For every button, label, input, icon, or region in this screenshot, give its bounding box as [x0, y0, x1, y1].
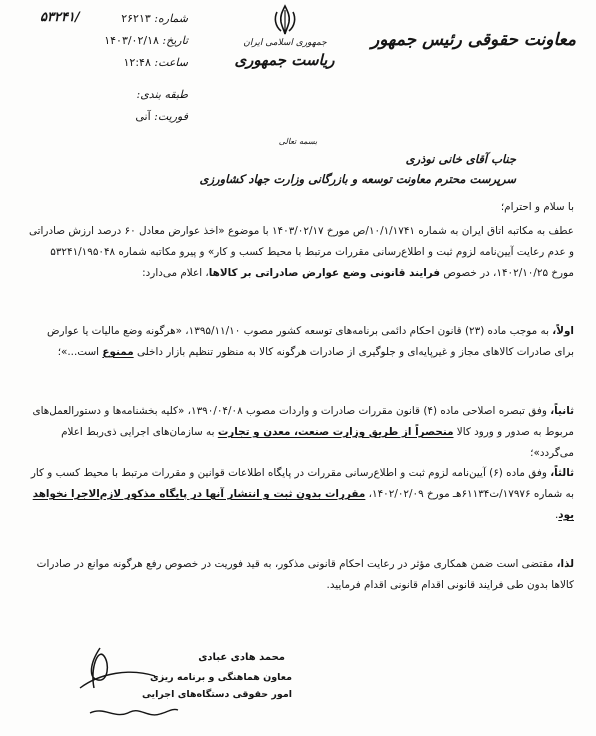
- intro-paragraph: [26, 221, 574, 284]
- paragraph-first-label: اولاً،: [552, 325, 574, 337]
- letter-registration-number: ۵۳۲۴۱/: [40, 10, 80, 25]
- meta-date-row: [96, 30, 188, 52]
- iran-label: جمهوری اسلامی ایران: [243, 38, 327, 48]
- conclusion-label: لذا،: [556, 558, 574, 570]
- meta-time-value: ۱۲:۴۸: [123, 56, 151, 69]
- conclusion-text: مقتضی است ضمن همکاری مؤثر در رعایت احکام قانونی مذکور، به قید فوریت در خصوص رفع هرگونه موانع در صادرات کالاها بدون طی فرایند قانونی اقدام قانونی اقدام فرمایید.: [36, 558, 574, 591]
- conclusion-paragraph: [26, 554, 574, 596]
- meta-block: [96, 8, 188, 128]
- addressee-name: جناب آقای خانی نوذری: [405, 152, 516, 166]
- meta-date-value: ۱۴۰۳/۰۲/۱۸: [104, 34, 159, 47]
- meta-class-row: [96, 84, 188, 106]
- signer-name: محمد هادی عبادی: [198, 652, 285, 663]
- meta-number-value: ۲۶۲۱۳: [121, 12, 151, 25]
- department-title: معاونت حقوقی رئیس جمهور: [371, 30, 576, 50]
- signer-title-2: امور حقوقی دستگاه‌های اجرایی: [141, 689, 292, 700]
- meta-urgency-value: آنی: [135, 110, 151, 123]
- intro-bold: فرایند قانونی وضع عوارض صادراتی بر کالاها: [208, 267, 441, 279]
- paragraph-first: [26, 321, 574, 363]
- meta-class-label: طبقه بندی:: [136, 88, 188, 101]
- meta-date-label: تاریخ:: [162, 34, 188, 47]
- meta-urgency-row: [96, 106, 188, 128]
- presidency-label: ریاست جمهوری: [234, 51, 335, 69]
- meta-urgency-label: فوریت:: [154, 110, 188, 123]
- paragraph-third: [26, 463, 574, 526]
- paragraph-third-text-2: .: [554, 509, 559, 521]
- paragraph-second: [26, 401, 574, 464]
- bismillah: بسمه تعالی: [278, 137, 318, 146]
- paragraph-second-label: ثانیاً،: [550, 405, 574, 417]
- greeting: با سلام و احترام؛: [500, 201, 574, 213]
- meta-time-row: [96, 52, 188, 74]
- paragraph-second-bold: منحصراً از طریق وزارت صنعت، معدن و تجارت: [217, 426, 454, 438]
- paragraph-third-label: ثالثاً،: [550, 467, 574, 479]
- paragraph-third-text-1: وفق ماده (۶) آیین‌نامه لزوم ثبت و اطلاع‌رسانی مقررات در پایگاه اطلاعات قوانین و مقررات مرتبط با محیط کسب و کار به شماره ۱۷۹۷۶/ت۶۱۱۳۴هـ مورخ ۱۴۰۲/۰۲/۰۹،: [30, 467, 574, 500]
- addressee-title: سرپرست محترم معاونت توسعه و بازرگانی وزارت جهاد کشاورزی: [199, 172, 516, 186]
- meta-number-row: [96, 8, 188, 30]
- intro-text-2: ، اعلام می‌دارد:: [142, 267, 209, 279]
- meta-time-label: ساعت:: [154, 56, 188, 69]
- iran-emblem-icon: [270, 4, 300, 36]
- paragraph-first-text-2: است...»؛: [57, 346, 103, 358]
- paragraph-first-text-1: به موجب ماده (۲۳) قانون احکام دائمی برنامه‌های توسعه کشور مصوب ۱۳۹۵/۱۱/۱۰، «هرگونه وضع مالیات یا عوارض برای صادرات کالاهای مجاز و غیرپایه‌ای و جلوگیری از صادرات هرگونه کالا به منظور تنظیم بازار داخلی: [46, 325, 574, 358]
- paragraph-second-text-2: به سازمان‌های اجرایی ذی‌ربط اعلام می‌گردد»؛: [61, 426, 574, 459]
- intro-text-1: عطف به مکاتبه اتاق ایران به شماره ۱۰/۱/۱۷۴۱/ص مورخ ۱۴۰۳/۰۲/۱۷ با موضوع «اخذ عوارض معادل ۶۰ درصد ارزش صادراتی و عدم رعایت آیین‌نامه لزوم ثبت و اطلاع‌رسانی مقررات مرتبط با محیط کسب و کار» و پیرو مکاتبه شماره ۵۳۲۴۱/۱۹۵۰۴۸ مورخ ۱۴۰۲/۱۰/۲۵، در خصوص: [28, 225, 574, 279]
- paragraph-first-bold: ممنوع: [102, 346, 134, 358]
- paragraph-second-text-1: وفق تبصره اصلاحی ماده (۴) قانون مقررات صادرات و واردات مصوب ۱۳۹۰/۰۴/۰۸، «کلیه بخشنامه‌ها و دستورالعمل‌های مربوط به صدور و ورود کالا: [32, 405, 574, 438]
- meta-number-label: شماره:: [154, 12, 188, 25]
- paragraph-third-bold: مقررات بدون ثبت و انتشار آنها در پایگاه مذکور لازم‌الاجرا نخواهد بود: [32, 488, 574, 521]
- signer-title-1: معاون هماهنگی و برنامه ریزی: [150, 672, 292, 683]
